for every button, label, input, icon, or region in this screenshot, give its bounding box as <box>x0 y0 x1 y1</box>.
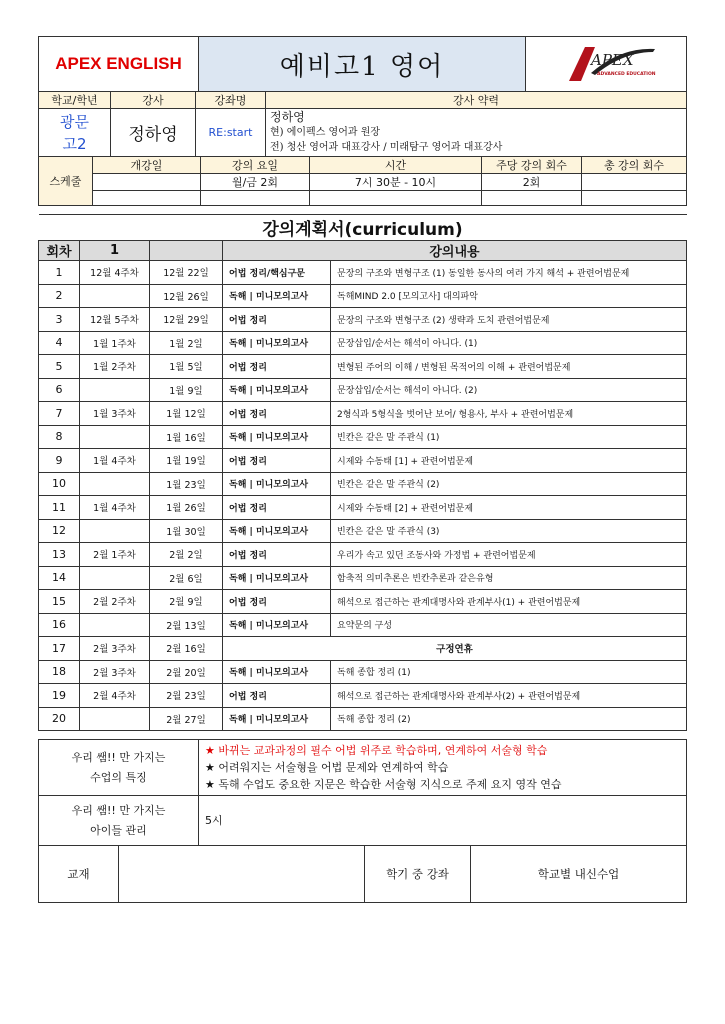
session-holiday: 구정연휴 <box>223 637 687 661</box>
textbook-value <box>119 846 365 903</box>
session-number: 16 <box>39 613 80 637</box>
session-date: 12월 29일 <box>150 308 223 332</box>
session-date: 12월 26일 <box>150 284 223 308</box>
schedule-empty-cell <box>310 191 482 206</box>
curriculum-title: 강의계획서(curriculum) <box>39 215 687 241</box>
session-date: 1월 26일 <box>150 496 223 520</box>
curriculum-row <box>39 684 687 708</box>
session-number: 1 <box>39 261 80 285</box>
session-week: 2월 3주차 <box>80 637 150 661</box>
spacer <box>39 731 687 740</box>
info-header-teacher: 강사 <box>111 92 196 109</box>
session-week: 2월 1주차 <box>80 543 150 567</box>
session-number: 9 <box>39 449 80 473</box>
session-number: 12 <box>39 519 80 543</box>
curriculum-row <box>39 496 687 520</box>
session-description: 문장삽입/순서는 해석이 아니다. (1) <box>331 331 687 355</box>
features-label <box>39 740 199 796</box>
schedule-header: 주당 강의 회수 <box>482 157 582 174</box>
session-description: 빈칸은 같은 말 주관식 (1) <box>331 425 687 449</box>
session-number: 5 <box>39 355 80 379</box>
session-category: 독해 | 미니모의고사 <box>223 425 331 449</box>
session-number: 7 <box>39 402 80 426</box>
session-description: 빈칸은 같은 말 주관식 (3) <box>331 519 687 543</box>
schedule-header: 개강일 <box>93 157 201 174</box>
session-category: 독해 | 미니모의고사 <box>223 519 331 543</box>
feature-item: ★ 어려워지는 서술형을 어법 문제와 연계하여 학습 <box>205 761 449 774</box>
features-table <box>38 731 687 846</box>
session-category: 독해 | 미니모의고사 <box>223 707 331 731</box>
grade: 고2 <box>62 134 87 153</box>
session-date: 1월 16일 <box>150 425 223 449</box>
session-category: 어법 정리 <box>223 355 331 379</box>
svg-text:APEX: APEX <box>591 50 634 69</box>
session-description: 함축적 의미추론은 빈칸추론과 같은유형 <box>331 566 687 590</box>
session-date: 1월 30일 <box>150 519 223 543</box>
footer-table <box>38 846 687 903</box>
feature-item: ★ 바뀌는 교과과정의 필수 어법 위주로 학습하며, 연계하여 서술형 학습 <box>205 744 548 757</box>
session-date: 2월 2일 <box>150 543 223 567</box>
session-number: 11 <box>39 496 80 520</box>
session-description: 빈칸은 같은 말 주관식 (2) <box>331 472 687 496</box>
session-description: 변형된 주어의 이해 / 변형된 목적어의 이해 + 관련어법문제 <box>331 355 687 379</box>
session-number: 17 <box>39 637 80 661</box>
course-title: 예비고1 영어 <box>199 37 526 92</box>
session-category: 독해 | 미니모의고사 <box>223 566 331 590</box>
info-table <box>38 92 687 157</box>
brand-name: APEX ENGLISH <box>39 37 199 92</box>
session-date: 1월 19일 <box>150 449 223 473</box>
session-date: 12월 22일 <box>150 261 223 285</box>
info-header-school: 학교/학년 <box>39 92 111 109</box>
session-date: 1월 23일 <box>150 472 223 496</box>
curriculum-row <box>39 449 687 473</box>
session-category: 어법 정리 <box>223 496 331 520</box>
management-label-line: 우리 쌤!! 만 가지는 <box>71 803 166 817</box>
session-number: 15 <box>39 590 80 614</box>
schedule-total-count <box>582 174 687 191</box>
feature-item: ★ 독해 수업도 중요한 지문은 학습한 서술형 지식으로 주제 요지 영작 연습 <box>205 778 562 791</box>
features-list <box>199 740 687 796</box>
session-week <box>80 613 150 637</box>
session-number: 3 <box>39 308 80 332</box>
curriculum-row <box>39 637 687 661</box>
session-number: 14 <box>39 566 80 590</box>
session-category: 독해 | 미니모의고사 <box>223 472 331 496</box>
session-description: 2형식과 5형식을 벗어난 보어/ 형용사, 부사 + 관련어법문제 <box>331 402 687 426</box>
session-week: 1월 3주차 <box>80 402 150 426</box>
curriculum-row <box>39 707 687 731</box>
session-category: 독해 | 미니모의고사 <box>223 331 331 355</box>
session-week: 2월 4주차 <box>80 684 150 708</box>
schedule-empty-cell <box>93 191 201 206</box>
curriculum-rows <box>39 261 687 731</box>
teacher-name: 정하영 <box>111 109 196 157</box>
session-description: 독해MIND 2.0 [모의고사] 대의파악 <box>331 284 687 308</box>
session-number: 6 <box>39 378 80 402</box>
session-week: 2월 2주차 <box>80 590 150 614</box>
session-week: 1월 4주차 <box>80 449 150 473</box>
session-date: 1월 9일 <box>150 378 223 402</box>
session-number: 10 <box>39 472 80 496</box>
session-category: 독해 | 미니모의고사 <box>223 378 331 402</box>
column-header-week: 1 <box>80 241 150 261</box>
session-date: 2월 13일 <box>150 613 223 637</box>
session-description: 해석으로 접근하는 관계대명사와 관계부사(1) + 관련어법문제 <box>331 590 687 614</box>
curriculum-row <box>39 543 687 567</box>
session-description: 시제와 수동태 [2] + 관련어법문제 <box>331 496 687 520</box>
schedule-empty-cell <box>201 191 310 206</box>
features-label-line: 수업의 특징 <box>90 770 147 784</box>
schedule-time: 7시 30분 - 10시 <box>310 174 482 191</box>
schedule-weekly-count: 2회 <box>482 174 582 191</box>
curriculum-row <box>39 402 687 426</box>
management-label <box>39 796 199 846</box>
session-category: 어법 정리 <box>223 308 331 332</box>
session-description: 시제와 수동태 [1] + 관련어법문제 <box>331 449 687 473</box>
schedule-header: 시간 <box>310 157 482 174</box>
session-number: 19 <box>39 684 80 708</box>
session-description: 독해 종합 정리 (1) <box>331 660 687 684</box>
session-number: 18 <box>39 660 80 684</box>
curriculum-row <box>39 308 687 332</box>
header-table <box>38 36 687 92</box>
management-value: 5시 <box>199 796 687 846</box>
session-week <box>80 284 150 308</box>
svg-text:ADVANCED EDUCATION: ADVANCED EDUCATION <box>597 71 656 77</box>
session-description: 문장의 구조와 변형구조 (1) 동일한 동사의 여러 가지 해석 + 관련어법문제 <box>331 261 687 285</box>
curriculum-sheet <box>38 36 686 903</box>
info-header-course: 강좌명 <box>196 92 266 109</box>
bio-line: 현) 에이펙스 영어과 원장 <box>270 127 381 138</box>
session-number: 2 <box>39 284 80 308</box>
session-date: 2월 6일 <box>150 566 223 590</box>
session-date: 1월 2일 <box>150 331 223 355</box>
session-week <box>80 519 150 543</box>
session-category: 어법 정리 <box>223 449 331 473</box>
session-number: 4 <box>39 331 80 355</box>
session-date: 1월 12일 <box>150 402 223 426</box>
session-category: 독해 | 미니모의고사 <box>223 660 331 684</box>
session-category: 어법 정리 <box>223 402 331 426</box>
column-header-content: 강의내용 <box>223 241 687 261</box>
column-header-date <box>150 241 223 261</box>
session-week: 1월 2주차 <box>80 355 150 379</box>
curriculum-row <box>39 613 687 637</box>
schedule-empty-cell <box>482 191 582 206</box>
session-date: 2월 16일 <box>150 637 223 661</box>
curriculum-row <box>39 261 687 285</box>
session-week: 1월 1주차 <box>80 331 150 355</box>
curriculum-row <box>39 425 687 449</box>
curriculum-row <box>39 378 687 402</box>
schedule-empty-cell <box>582 191 687 206</box>
teacher-bio <box>266 109 687 157</box>
session-description: 문장의 구조와 변형구조 (2) 생략과 도치 관련어법문제 <box>331 308 687 332</box>
session-week <box>80 425 150 449</box>
session-number: 13 <box>39 543 80 567</box>
curriculum-row <box>39 660 687 684</box>
session-description: 요약문의 구성 <box>331 613 687 637</box>
session-date: 2월 23일 <box>150 684 223 708</box>
curriculum-row <box>39 331 687 355</box>
curriculum-row <box>39 355 687 379</box>
session-category: 어법 정리 <box>223 684 331 708</box>
session-category: 독해 | 미니모의고사 <box>223 284 331 308</box>
schedule-label: 스케줄 <box>39 157 93 206</box>
features-label-line: 우리 쌤!! 만 가지는 <box>71 750 166 764</box>
curriculum-table <box>38 206 687 731</box>
school-grade <box>39 109 111 157</box>
curriculum-row <box>39 472 687 496</box>
textbook-label: 교재 <box>39 846 119 903</box>
session-category: 어법 정리 <box>223 543 331 567</box>
session-category: 독해 | 미니모의고사 <box>223 613 331 637</box>
bio-name: 정하영 <box>270 110 305 124</box>
curriculum-row <box>39 519 687 543</box>
schedule-header: 총 강의 회수 <box>582 157 687 174</box>
schedule-days: 월/금 2회 <box>201 174 310 191</box>
schedule-start-date <box>93 174 201 191</box>
session-week <box>80 707 150 731</box>
school-course-label: 학교별 내신수업 <box>471 846 687 903</box>
session-week: 12월 5주차 <box>80 308 150 332</box>
session-description: 해석으로 접근하는 관계대명사와 관계부사(2) + 관련어법문제 <box>331 684 687 708</box>
session-number: 20 <box>39 707 80 731</box>
schedule-header: 강의 요일 <box>201 157 310 174</box>
session-description: 문장삽입/순서는 해석이 아니다. (2) <box>331 378 687 402</box>
curriculum-row <box>39 284 687 308</box>
curriculum-row <box>39 590 687 614</box>
session-week: 2월 3주차 <box>80 660 150 684</box>
session-date: 2월 20일 <box>150 660 223 684</box>
apex-logo <box>526 37 687 92</box>
column-header-no: 회차 <box>39 241 80 261</box>
session-week: 12월 4주차 <box>80 261 150 285</box>
course-name: RE:start <box>196 109 266 157</box>
bio-line: 전) 청산 영어과 대표강사 / 미래탐구 영어과 대표강사 <box>270 142 503 153</box>
midterm-course-label: 학기 중 강좌 <box>365 846 471 903</box>
spacer <box>39 206 687 215</box>
session-date: 1월 5일 <box>150 355 223 379</box>
session-date: 2월 27일 <box>150 707 223 731</box>
apex-logo-icon <box>551 43 661 83</box>
session-category: 어법 정리/핵심구문 <box>223 261 331 285</box>
session-description: 우리가 속고 있던 조동사와 가정법 + 관련어법문제 <box>331 543 687 567</box>
curriculum-row <box>39 566 687 590</box>
session-description: 독해 종합 정리 (2) <box>331 707 687 731</box>
session-week <box>80 472 150 496</box>
school-name: 광문 <box>60 112 89 131</box>
session-week <box>80 566 150 590</box>
management-label-line: 아이들 관리 <box>90 823 147 837</box>
info-header-bio: 강사 약력 <box>266 92 687 109</box>
schedule-table <box>38 157 687 206</box>
session-date: 2월 9일 <box>150 590 223 614</box>
session-category: 어법 정리 <box>223 590 331 614</box>
session-week: 1월 4주차 <box>80 496 150 520</box>
session-week <box>80 378 150 402</box>
session-number: 8 <box>39 425 80 449</box>
